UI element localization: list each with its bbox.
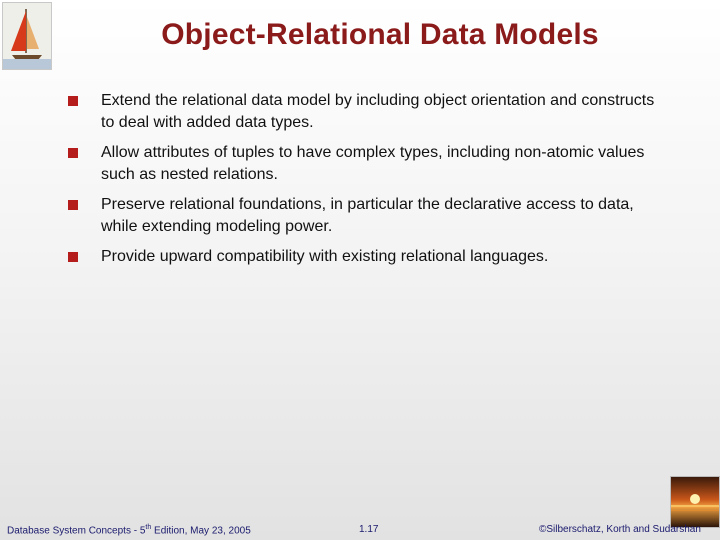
bullet-item	[68, 90, 668, 134]
footer-copyright: ©Silberschatz, Korth and Sudarshan	[539, 524, 701, 535]
square-bullet-icon	[68, 148, 78, 158]
bullet-text: Allow attributes of tuples to have complex types, including non-atomic values such as nested relations.	[101, 144, 645, 183]
sunset-image-icon	[670, 476, 720, 528]
bullet-item	[68, 142, 668, 186]
footer-book-suffix: Edition, May 23, 2005	[151, 525, 251, 537]
square-bullet-icon	[68, 200, 78, 210]
footer-book-info	[7, 524, 251, 536]
square-bullet-icon	[68, 96, 78, 106]
square-bullet-icon	[68, 252, 78, 262]
footer-book-prefix: Database System Concepts - 5	[7, 525, 146, 537]
bullet-text: Provide upward compatibility with existing relational languages.	[101, 248, 549, 265]
bullet-text: Extend the relational data model by including object orientation and constructs to deal with added data types.	[101, 92, 655, 131]
bullet-list	[68, 90, 668, 276]
bullet-item	[68, 246, 668, 268]
bullet-text: Preserve relational foundations, in particular the declarative access to data, while extending modeling power.	[101, 196, 634, 235]
slide-number: 1.17	[359, 524, 379, 535]
bullet-item	[68, 194, 668, 238]
footer-book-sup: th	[145, 524, 152, 531]
slide-title: Object-Relational Data Models	[161, 18, 599, 51]
